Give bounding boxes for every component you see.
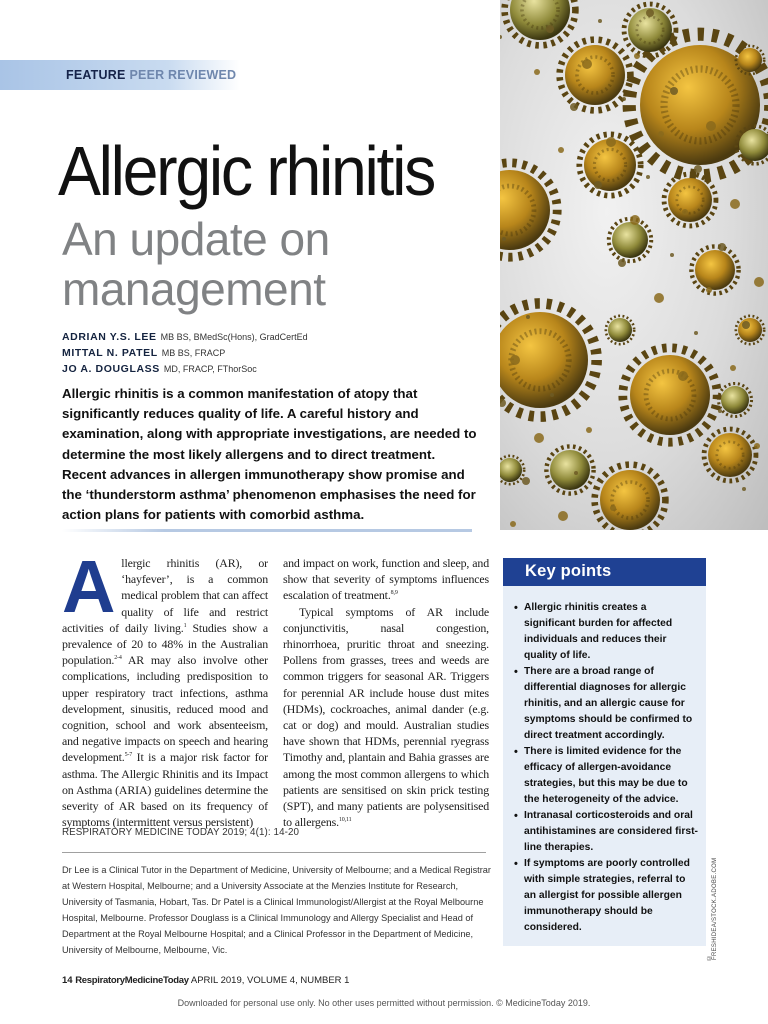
pollen-grain (623, 348, 717, 442)
pollen-hero-image (500, 0, 768, 530)
subtitle-line-2: management (62, 263, 326, 315)
body-column-2 (283, 555, 489, 830)
magazine-name: RespiratoryMedicineToday (75, 975, 189, 986)
pollen-speck (646, 175, 650, 179)
pollen-speck (606, 137, 616, 147)
body-paragraph (283, 604, 489, 831)
author-credentials: MD, FRACP, FThorSoc (163, 364, 257, 374)
pollen-speck (694, 331, 698, 335)
feature-banner (0, 60, 240, 90)
pollen-speck (694, 165, 702, 173)
article-title: Allergic rhinitis (58, 132, 435, 210)
pollen-grain (546, 446, 593, 493)
pollen-grain (664, 174, 716, 226)
pollen-speck (522, 477, 530, 485)
pollen-illustration (500, 0, 768, 530)
pollen-grain (691, 246, 738, 293)
body-text: AR may also involve other complications, including predisposition to upper respiratory tract infections, asthma development, sinusitis, reduced mood and cognition, school and work absenteeism, and negative impacts on speech and hearing development. (62, 653, 268, 765)
reference-marker: 8,9 (390, 590, 398, 597)
drop-cap: A (62, 545, 116, 628)
key-point-item: • Allergic rhinitis creates a significant burden for affected individuals and reduces their quality of life. (514, 600, 700, 664)
pollen-grain (505, 0, 576, 45)
key-points-list (503, 586, 706, 936)
author-credentials: MB BS, BMedSc(Hons), GradCertEd (160, 332, 308, 342)
pollen-speck (510, 521, 516, 527)
pollen-speck (634, 53, 640, 59)
pollen-speck (718, 243, 726, 251)
pollen-grain (736, 316, 764, 344)
body-text: llergic rhinitis (AR), or ‘hayfever’, is a common medical problem that can affect quality of life and restrict activities of daily living. (62, 556, 268, 635)
author-name: MITTAL N. PATEL (62, 347, 158, 359)
pollen-speck (598, 19, 602, 23)
pollen-speck (558, 147, 564, 153)
pollen-speck (706, 287, 712, 293)
key-point-item: • Intranasal corticosteroids and oral antihistamines are considered first-line therapies. (514, 808, 700, 856)
key-point-item: • There is limited evidence for the efficacy of allergen-avoidance strategies, but this may be due to the heterogeneity of the advice. (514, 744, 700, 808)
pollen-speck (706, 121, 716, 131)
author-name: JO A. DOUGLASS (62, 363, 160, 375)
pollen-speck (670, 253, 674, 257)
section-divider (62, 529, 472, 532)
author-entry (62, 361, 482, 377)
page-footer (62, 975, 349, 986)
pollen-speck (742, 321, 750, 329)
body-text: Typical symptoms of AR include conjunctivitis, nasal congestion, rhinorrhoea, pruritic throat and sneezing. Pollens from grasses, trees and weeds are common triggers for seasonal AR. Triggers for perennial AR include house dust mites (HDMs), cockroaches, animal dander (e.g. cat or dog) and mould. Australian studies have shown that HDMs, perennial ryegrass Timothy and, plantain and Bahia grasses are among the most common allergens to which patients are sensitised on skin prick testing (SPT), and many patients are polysensitised to allergens. (283, 604, 489, 830)
pollen-speck (754, 277, 764, 287)
pollen-speck (622, 97, 626, 101)
pollen-speck (654, 293, 664, 303)
author-list (62, 329, 482, 377)
pollen-grain (704, 429, 756, 481)
key-points-box (503, 558, 706, 946)
pollen-speck (526, 315, 530, 319)
key-point-item: • If symptoms are poorly controlled with simple strategies, referral to an allergist for possible allergen immunotherapy should be considered. (514, 856, 700, 936)
pollen-grain (560, 40, 631, 111)
body-text: and impact on work, function and sleep, and show that severity of symptoms influences escalation of treatment. (283, 556, 489, 603)
reference-marker: 1 (183, 622, 187, 629)
pollen-speck (558, 511, 568, 521)
pollen-grain (595, 465, 666, 530)
author-entry (62, 329, 482, 345)
standfirst: Allergic rhinitis is a common manifestation of atopy that significantly reduces quality of life. A careful history and examination, along with appropriate investigations, are needed to determine the most likely allergens and to direct treatment. Recent advances in allergen immunotherapy show promise and the ‘thunderstorm asthma’ phenomenon emphasises the need for action plans for patients with comorbid asthma. (62, 386, 477, 523)
pollen-speck (754, 443, 760, 449)
pollen-speck (730, 365, 736, 371)
pollen-speck (618, 259, 626, 267)
pollen-speck (570, 103, 578, 111)
pollen-grain (609, 219, 651, 261)
pollen-speck (582, 59, 592, 69)
peer-reviewed-label: PEER REVIEWED (129, 68, 237, 82)
pollen-speck (574, 471, 578, 475)
author-affiliations: Dr Lee is a Clinical Tutor in the Department of Medicine, University of Melbourne; and a Medical Registrar at Western Hospital, Melbourne; and a University Associate at the Menzies Institute for Research, University of Tasmania, Hobart, Tas. Dr Patel is a Clinical Immunologist/Allergist at the Royal Melbourne Hospital, Melbourne. Professor Douglass is a Clinical Immunology and Allergy Specialist and Head of Department at the Royal Melbourne Hospital; and a Clinical Professor in the Department of Medicine, University of Melbourne, Melbourne, Vic. (62, 865, 491, 955)
pollen-speck (594, 181, 602, 189)
pollen-speck (500, 399, 506, 407)
pollen-speck (682, 209, 688, 215)
pollen-speck (534, 433, 544, 443)
reference-marker: 5-7 (124, 752, 133, 759)
pollen-speck (586, 427, 592, 433)
body-column-1 (62, 545, 268, 830)
pollen-speck (546, 25, 554, 33)
author-entry (62, 345, 482, 361)
reference-marker: 2-4 (114, 655, 122, 662)
issue-info: APRIL 2019, VOLUME 4, NUMBER 1 (190, 975, 350, 986)
page-number: 14 (62, 975, 73, 986)
pollen-speck (730, 199, 740, 209)
key-point-item: • There are a broad range of differential diagnoses for allergic rhinitis, and an allergic cause for symptoms should be confirmed to direct treatment accordingly. (514, 664, 700, 744)
journal-citation: RESPIRATORY MEDICINE TODAY 2019; 4(1): 14-20 (62, 827, 300, 838)
pollen-grain (606, 316, 634, 344)
pollen-grain (718, 383, 751, 416)
pollen-speck (534, 69, 540, 75)
pollen-speck (646, 9, 654, 17)
body-text: It is a major risk factor for asthma. The Allergic Rhinitis and its Impact on Asthma (ARIA) guidelines determine the severity of AR based on its frequency of symptoms (intermittent versus persistent) (62, 750, 268, 830)
pollen-grain (500, 456, 524, 484)
pollen-speck (610, 505, 616, 511)
article-subtitle (62, 214, 462, 314)
pollen-speck (678, 371, 688, 381)
pollen-grain (736, 126, 768, 164)
reference-marker: 10,11 (338, 817, 352, 824)
feature-label: FEATURE (66, 68, 126, 82)
pollen-speck (670, 87, 678, 95)
pollen-speck (718, 409, 722, 413)
pollen-speck (502, 237, 506, 241)
author-name: ADRIAN Y.S. LEE (62, 331, 157, 343)
pollen-speck (630, 215, 640, 225)
pollen-speck (550, 393, 554, 397)
body-text: Studies show a prevalence of 20 to 48% in the Australian population. (62, 620, 268, 668)
pollen-speck (500, 35, 502, 39)
author-credentials: MB BS, FRACP (161, 348, 226, 358)
image-credit: © FRESHIDEA/STOCK.ADOBE.COM (706, 857, 718, 960)
footnote-divider (62, 852, 486, 853)
pollen-speck (742, 487, 746, 491)
pollen-speck (658, 131, 664, 137)
subtitle-line-1: An update on (62, 213, 330, 265)
key-points-heading: Key points (503, 558, 706, 586)
pollen-speck (510, 355, 520, 365)
download-notice: Downloaded for personal use only. No other uses permitted without permission. © MedicineToday 2019. (177, 998, 591, 1008)
pollen-grain (500, 163, 557, 257)
